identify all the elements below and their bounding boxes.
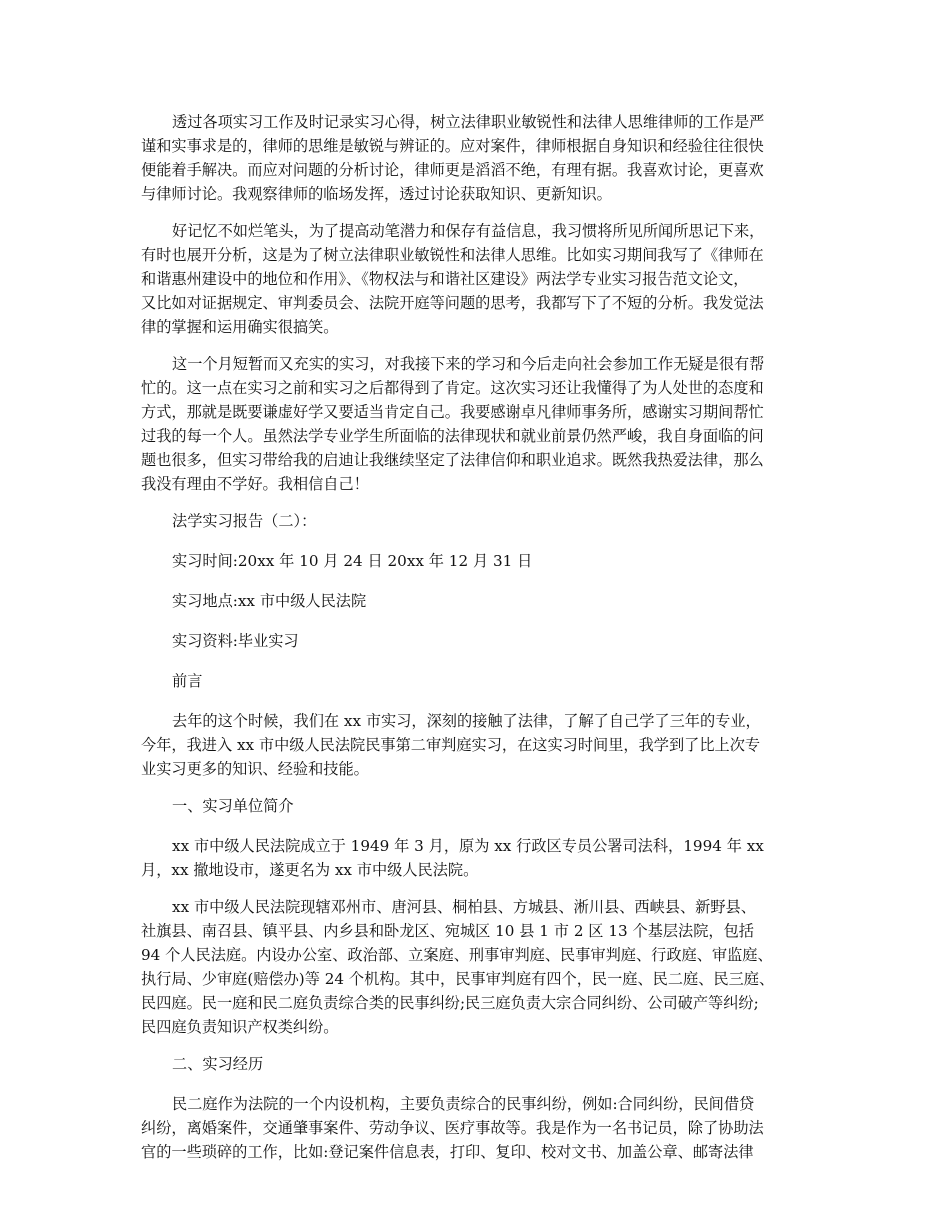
text-line: 好记忆不如烂笔头，为了提高动笔潜力和保存有益信息，我习惯将所见所闻所思记下来， — [172, 222, 765, 240]
paragraph-preface — [141, 709, 809, 781]
text-line: 官的一些琐碎的工作，比如:登记案件信息表，打印、复印、校对文书、加盖公章、邮寄法律 — [141, 1143, 754, 1161]
text-line: xx 市中级人民法院成立于 1949 年 3 月，原为 xx 行政区专员公署司法科，1994 年 xx — [172, 837, 764, 855]
paragraph-court-jurisdiction — [141, 895, 809, 1039]
text-line: 谨和实事求是的，律师的思维是敏锐与辨证的。应对案件，律师根据自身知识和经验往往很快 — [141, 137, 764, 155]
text-line: 这一个月短暂而又充实的实习，对我接下来的学习和今后走向社会参加工作无疑是很有帮 — [172, 355, 765, 373]
text-line: 纠纷，离婚案件，交通肇事案件、劳动争议、医疗事故等。我是作为一名书记员，除了协助法 — [141, 1119, 764, 1137]
text-line: 题也很多，但实习带给我的启迪让我继续坚定了法律信仰和职业追求。既然我热爱法律，那么 — [141, 451, 764, 469]
paragraph-reflection — [141, 352, 809, 496]
text-line: 94 个人民法庭。内设办公室、政治部、立案庭、刑事审判庭、民事审判庭、行政庭、审监庭、 — [141, 946, 773, 964]
text-line: 忙的。这一点在实习之前和实习之后都得到了肯定。这次实习还让我懂得了为人处世的态度和 — [141, 379, 764, 397]
text-line: 社旗县、南召县、镇平县、内乡县和卧龙区、宛城区 10 县 1 市 2 区 13 个基层法院，包括 — [141, 922, 754, 940]
paragraph-court-founding — [141, 834, 809, 882]
section-heading-experience: 二、实习经历 — [172, 1055, 264, 1073]
text-line: 民四庭。民一庭和民二庭负责综合类的民事纠纷;民三庭负责大宗合同纠纷、公司破产等纠纷; — [141, 994, 759, 1012]
paragraph-civil-division — [141, 1092, 809, 1164]
preface-heading: 前言 — [172, 672, 203, 690]
intern-time: 实习时间:20xx 年 10 月 24 日 20xx 年 12 月 31 日 — [172, 552, 533, 570]
text-line: 方式，那就是既要谦虚好学又要适当肯定自己。我要感谢卓凡律师事务所，感谢实习期间帮忙 — [141, 403, 764, 421]
text-line: 与律师讨论。我观察律师的临场发挥，透过讨论获取知识、更新知识。 — [141, 185, 612, 203]
text-line: 月，xx 撤地设市，遂更名为 xx 市中级人民法院。 — [141, 861, 479, 879]
text-line: 律的掌握和运用确实很搞笑。 — [141, 318, 339, 336]
text-line: 便能着手解决。而应对问题的分析讨论，律师更是滔滔不绝，有理有据。我喜欢讨论，更喜欢 — [141, 161, 764, 179]
report-title: 法学实习报告（二）： — [172, 512, 317, 530]
text-line: 去年的这个时候，我们在 xx 市实习，深刻的接触了法律，了解了自己学了三年的专业， — [172, 712, 761, 730]
text-line: xx 市中级人民法院现辖邓州市、唐河县、桐柏县、方城县、淅川县、西峡县、新野县、 — [172, 898, 756, 916]
text-line: 我没有理由不学好。我相信自己！ — [141, 475, 369, 493]
intern-place: 实习地点:xx 市中级人民法院 — [172, 592, 367, 610]
document-body — [141, 110, 809, 1177]
text-line: 今年，我进入 xx 市中级人民法院民事第二审判庭实习，在这实习时间里，我学到了比上次专 — [141, 736, 761, 754]
text-line: 民二庭作为法院的一个内设机构，主要负责综合的民事纠纷，例如:合同纠纷，民间借贷 — [172, 1095, 755, 1113]
text-line: 过我的每一个人。虽然法学专业学生所面临的法律现状和就业前景仍然严峻，我自身面临的问 — [141, 427, 764, 445]
intern-content: 实习资料:毕业实习 — [172, 632, 299, 650]
section-heading-unit-intro: 一、实习单位简介 — [172, 797, 294, 815]
text-line: 有时也展开分析，这是为了树立法律职业敏锐性和法律人思维。比如实习期间我写了《律师在 — [141, 246, 764, 264]
text-line: 和谐惠州建设中的地位和作用》、《物权法与和谐社区建设》两法学专业实习报告范文论文， — [141, 270, 749, 288]
text-line: 透过各项实习工作及时记录实习心得，树立法律职业敏锐性和法律人思维律师的工作是严 — [172, 113, 765, 131]
paragraph-practice-notes — [141, 110, 809, 206]
text-line: 执行局、少审庭(赔偿办)等 24 个机构。其中，民事审判庭有四个，民一庭、民二庭、民三庭、 — [141, 970, 775, 988]
text-line: 民四庭负责知识产权类纠纷。 — [141, 1018, 339, 1036]
text-line: 又比如对证据规定、审判委员会、法院开庭等问题的思考，我都写下了不短的分析。我发觉法 — [141, 294, 764, 312]
paragraph-writing-habit — [141, 219, 809, 339]
text-line: 业实习更多的知识、经验和技能。 — [141, 760, 369, 778]
